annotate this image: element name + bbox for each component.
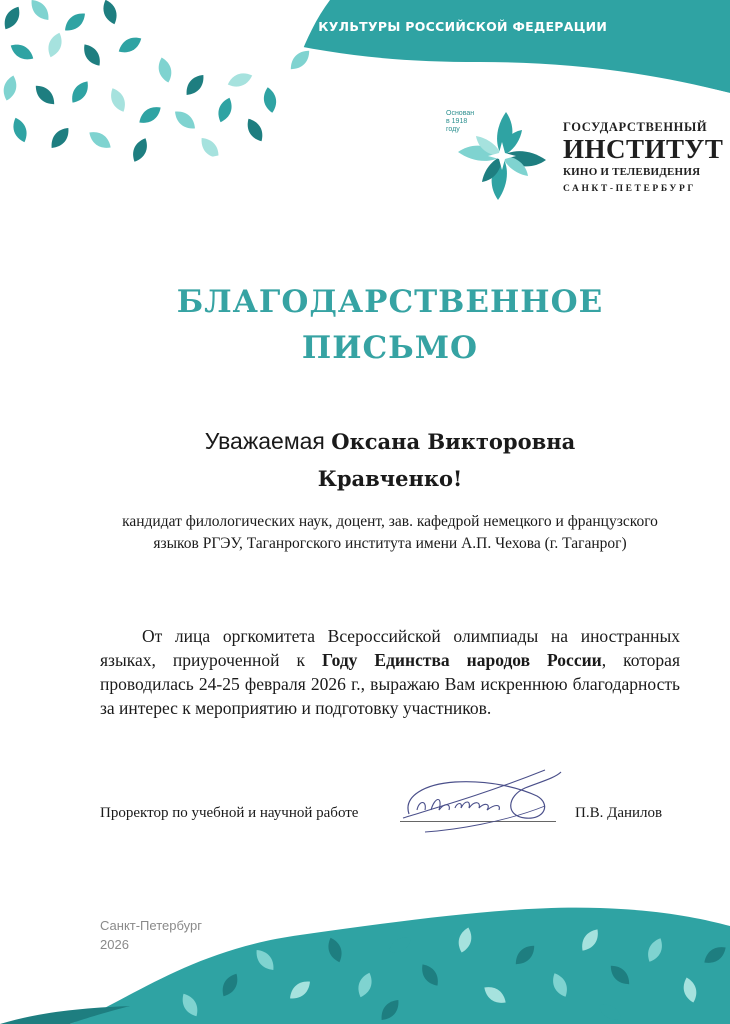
- body-text-1: От лица оргкомитета Всероссийской олимпиады на иностранных языках, приуроченной к: [100, 626, 680, 670]
- institute-name-line3: КИНО И ТЕЛЕВИДЕНИЯ: [563, 166, 701, 178]
- founded-note: [446, 110, 486, 134]
- founded-line1: Основан: [446, 110, 475, 117]
- title-line1: БЛАГОДАРСТВЕННОЕ: [176, 284, 604, 320]
- recipient-surname: Кравченко!: [317, 466, 463, 491]
- ministry-header: МИНИСТЕРСТВО КУЛЬТУРЫ РОССИЙСКОЙ ФЕДЕРАЦИИ: [192, 19, 608, 34]
- footer-year: 2026: [100, 937, 129, 952]
- body-emphasis: Году Единства народов России: [321, 650, 602, 670]
- founded-line2: в 1918: [446, 118, 468, 125]
- letter-body: [100, 624, 680, 720]
- institute-name-line1: ГОСУДАРСТВЕННЫЙ: [563, 120, 708, 134]
- institute-city: САНКТ-ПЕТЕРБУРГ: [563, 184, 696, 194]
- handwritten-signature: [395, 748, 565, 843]
- title-line2: ПИСЬМО: [301, 330, 479, 366]
- letter-title: [0, 279, 730, 371]
- salutation: Уважаемая: [204, 428, 325, 454]
- body-text-2: , которая проводилась 24-25 февраля 2026 г., выражаю Вам искреннюю благодарность за интерес к мероприятию и подготовку участников.: [100, 650, 680, 718]
- recipient-description: кандидат филологических наук, доцент, зав. кафедрой немецкого и французского языков РГЭУ, Таганрогского института имени А.П. Чехова (г. Таганрог): [122, 513, 658, 552]
- recipient-name: Оксана Викторовна: [331, 429, 576, 454]
- signatory-name: П.В. Данилов: [575, 805, 663, 821]
- greeting: [0, 423, 730, 497]
- founded-line3: году: [446, 126, 460, 133]
- signatory-position: Проректор по учебной и научной работе: [100, 805, 359, 821]
- institute-name-line2: ИНСТИТУТ: [563, 134, 724, 164]
- footer-city: Санкт-Петербург: [100, 918, 202, 933]
